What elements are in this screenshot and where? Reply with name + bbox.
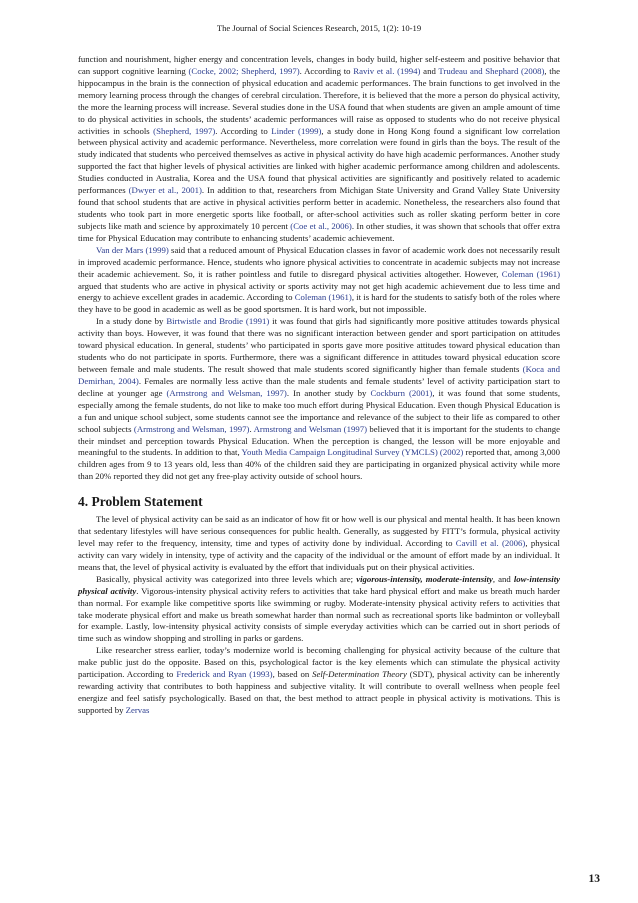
text-run: , physical activity can vary widely in intensity, type of activity and the capacity of the individual or the amount of effort made by an individual. It means that, the level of physical activity is evaluated by the effort that individuals put on their physical activities. xyxy=(78,538,560,572)
citation: Youth Media Campaign Longitudinal Survey (YMCLS) (2002) xyxy=(241,447,464,458)
citation: Trudeau and Shephard (2008) xyxy=(438,65,545,76)
citation: Raviv et al. (1994) xyxy=(353,65,421,76)
emphasis-term: low-intensity physical activity xyxy=(78,573,561,596)
citation: Birtwistle and Brodie (1991) xyxy=(166,316,270,327)
citation: (Coe et al., 2006) xyxy=(290,220,352,231)
text-run: , a study done in Hong Kong found a significant low correlation between physical activity and academic performance. Nevertheless, more correlation were found in girls than the boys. The result of the study indicated that students who perceived themselves as active in physical activity do have high academic performances. Another study supported the fact that higher levels of physical activities are linked with higher academic performance among children and adolescents. Studies conducted in Australia, Korea and the USA found that physical activities are significantly and positively related to academic performances xyxy=(78,125,560,196)
citation: (Armstrong and Welsman, 1997) xyxy=(166,387,287,398)
text-run: In a study done by xyxy=(96,316,167,327)
page-number: 13 xyxy=(588,873,600,885)
text-run: Like researcher stress earlier, today’s modernize world is becoming challenging for physical activity because of the culture that make public just do the opposite. Based on this, psychological factor is the key elements which can stimulate the physical activity participation. According to xyxy=(78,645,560,680)
section-paragraph-2 xyxy=(78,574,560,646)
citation: (Shepherd, 1997) xyxy=(153,125,216,136)
citation: Armstrong and Welsman (1997) xyxy=(253,423,367,434)
text-run: , and xyxy=(492,573,514,584)
citation: Coleman (1961) xyxy=(501,268,561,279)
text-run: function and nourishment, higher energy and concentration levels, changes in body build, higher self-esteem and positive behavior that can support cognitive learning xyxy=(78,54,560,76)
text-run: , it is hard for the students to satisfy both of the roles where they have to be good in academic as well as be good sportsmen. It is hard work, but not impossible. xyxy=(78,292,561,315)
citation: (Armstrong and Welsman, 1997) xyxy=(133,423,250,434)
text-run: The level of physical activity can be said as an indicator of how fit or how well is our physical and mental health. It has been known that sedentary lifestyles will have serious consequences for public health. Generally, as suggested by FITT’s formula, physical activity level may refer to the frequency, intensity, time and types of activity done by individual. According to xyxy=(78,514,560,549)
text-run: argued that students who are active in physical activity or sports activity may not get high academic achievement due to less time and energy to achieve excellent grades in academic. According to xyxy=(78,280,560,303)
text-run: , the hippocampus in the brain is the connection of physical education and academic performances. The brain functions to get involved in the memory learning process through the changes of cerebral circulation. Therefore, it is believed that the more a person do physical activity, the more the learning process will increase. Several studies done in the USA found that when students are given an ample amount of time to do physical activities in schools, the students’ academic performances will raise as opposed to students who do not receive physical activities in schools xyxy=(78,65,560,136)
text-run: said that a reduced amount of Physical Education classes in favor of academic work does not necessarily result in improved academic performance. Hence, students who ignore physical activities to concentrate in academic subjects may not increase their academic achievement. So, it is rather pointless and futile to disregard physical activities altogether. However, xyxy=(78,244,560,279)
text-run: . In another study by xyxy=(286,387,371,398)
text-run: Basically, physical activity was categorized into three levels which are; xyxy=(96,573,357,584)
citation: Cockburn (2001) xyxy=(370,387,433,398)
text-run: , based on xyxy=(272,669,313,680)
text-run: . According to xyxy=(215,125,272,136)
citation: Frederick and Ryan (1993) xyxy=(176,669,273,680)
text-run: . Females are normally less active than the male students and female students’ level of activity participation start to decline at younger age xyxy=(78,375,561,398)
emphasis-term: vigorous-intensity, moderate-intensity xyxy=(356,573,493,584)
section-heading: 4. Problem Statement xyxy=(78,494,203,510)
paragraph-3 xyxy=(78,316,560,483)
text-run: reported that, among 3,000 children ages from 9 to 13 years old, less than 40% of the children said they are participating in organized physical activity while more than 20% reported they did not get any free-play activity outside of school hours. xyxy=(78,447,560,482)
text-run: and xyxy=(420,65,439,76)
section-paragraph-1 xyxy=(78,514,560,574)
text-run: . Vigorous-intensity physical activity refers to activities that take hard physical effort and make us breath much harder than normal. For example like competitive sports like swimming or rugby. Moderate-intensity physical activity refers to activities that take moderate physical effort and make us breath somewhat harder than normal such as recreational sports like badminton or volleyball for example. Lastly, low-intensity physical activity consists of simple everyday activities which can be carried out in short periods of time such as window shopping and strolling in parks or gardens. xyxy=(78,585,561,644)
running-head: The Journal of Social Sciences Research, 2015, 1(2): 10-19 xyxy=(216,23,422,33)
text-run: , it was found that some students, especially among the female students, do not like to make too much effort during Physical Education. Even though Physical Education is a fun and unique school subject, some students cannot see the importance and relevance of the subject to their life as compared to other school subjects xyxy=(78,387,561,434)
text-run: . In addition to that, researchers from Michigan State University and Grand Valley State University found that school students that are active in physical activities perform better in academic. Nonetheless, the researchers also found that students who took part in more energetic sports like football, or after-school activities such as roller skating perform better in core subjects like math and science by approximately 10 percent xyxy=(78,185,560,231)
paragraph-1 xyxy=(78,54,560,245)
text-run: . xyxy=(249,423,254,434)
paragraph-2 xyxy=(78,245,560,317)
italic-term: Self-Determination Theory xyxy=(312,669,407,680)
citation: (Cocke, 2002; Shepherd, 1997) xyxy=(188,65,300,76)
text-run: . In other studies, it was shown that schools that offer extra time for Physical Education may contribute to enhancing students’ academic achievement. xyxy=(78,220,560,243)
text-run: (SDT), physical activity can be inherently rewarding activity that contributes to both happiness and subjective vitality. It will contribute to overall wellness when people feel energize and feel satisfy psychologically. Based on that, the best method to attract people in physical activity is motivations. This is supported by xyxy=(78,669,560,715)
text-run: it was found that girls had significantly more positive attitudes towards physical activity than boys. However, it was found that there was no significant interaction between gender and sport participation on attitudes toward physical education. In general, students’ who participated in sports gave more positive attitudes toward physical education than students who do not participate in sports. Furthermore, there was a significant difference in attitudes toward physical education score between female and male students. The result showed that male students scored significantly higher than female students xyxy=(78,316,560,374)
citation: Zervas xyxy=(125,704,150,715)
citation: Van der Mars (1999) xyxy=(96,244,169,255)
article-body xyxy=(78,54,560,717)
text-run: believed that it is important for the students to change their mindset and perception towards Physical Education. When the perception is changed, the lesson will be more enjoyable and meaningful to the students. In addition to that, xyxy=(78,423,560,458)
citation: (Koca and Demirhan, 2004) xyxy=(78,363,560,386)
citation: Cavill et al. (2006) xyxy=(455,538,526,549)
citation: Linder (1999) xyxy=(271,125,322,136)
section-paragraph-3 xyxy=(78,645,560,717)
citation: Coleman (1961) xyxy=(294,292,352,303)
text-run: . According to xyxy=(299,65,354,76)
citation: (Dwyer et al., 2001) xyxy=(128,185,202,196)
